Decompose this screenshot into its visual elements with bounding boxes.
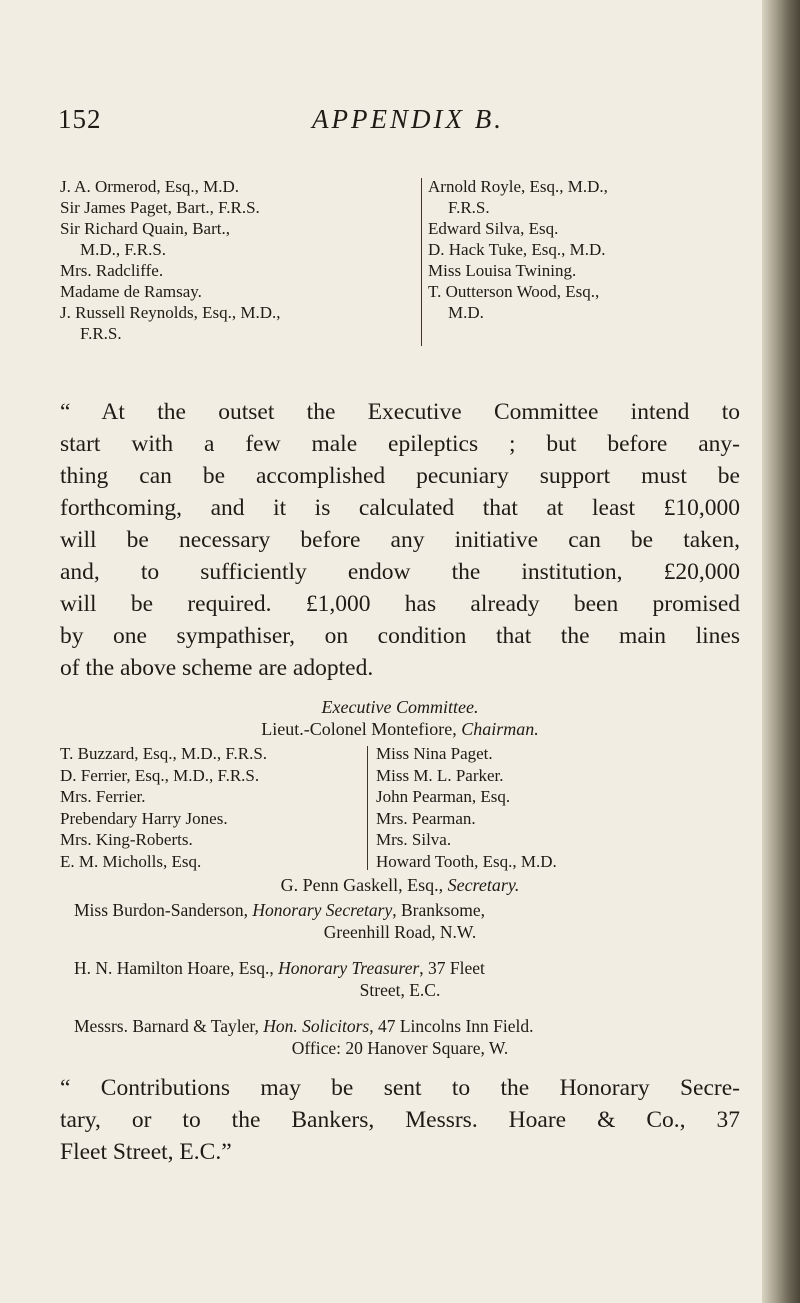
officer-role: Honorary Treasurer [278,958,420,978]
committee-secretary [60,874,740,896]
officer-role: Honorary Secretary [252,900,393,920]
officer-address: , Branksome, [392,900,486,920]
list-item: J. A. Ormerod, Esq., M.D. [60,177,239,196]
list-item: Edward Silva, Esq. [428,219,559,238]
officer-name: Miss Burdon-Sanderson, [74,900,253,920]
paragraph-line: will be necessary before any initiative can be taken, [60,527,740,553]
paragraph-line: will be required. £1,000 has already been promised [60,591,740,617]
list-item: Sir James Paget, Bart., F.R.S. [60,198,260,217]
paragraph-line: tary, or to the Bankers, Messrs. Hoare & Co., 37 [60,1107,740,1133]
committee-left [60,743,360,872]
officer-address: , 47 Lincolns Inn Field. [369,1016,534,1036]
list-item: F.R.S. [80,324,122,343]
column-divider [421,178,422,346]
book-edge-shadow [762,0,800,1303]
committee-member: Miss M. L. Parker. [376,765,504,785]
paragraph-line: start with a few male epileptics ; but before any- [60,431,740,457]
treasurer-entry [60,958,740,1001]
officer-name: Messrs. Barnard & Tayler, [74,1016,264,1036]
top-list-left [60,176,416,344]
list-item: Miss Louisa Twining. [428,261,577,280]
committee-chairman [60,718,740,740]
paragraph-line: by one sympathiser, on condition that the main lines [60,623,740,649]
list-item: D. Hack Tuke, Esq., M.D. [428,240,606,259]
committee-member: Howard Tooth, Esq., M.D. [376,851,557,871]
chairman-role: Chairman. [461,719,539,739]
list-item: Arnold Royle, Esq., M.D., [428,177,608,196]
paragraph-line: of the above scheme are adopted. [60,655,374,681]
page-number: 152 [58,104,102,134]
committee-member: Mrs. King-Roberts. [60,830,193,849]
officer-address-line: Street, E.C. [359,979,441,1000]
quote-paragraph [60,396,740,684]
secretary-name: G. Penn Gaskell, Esq., [280,875,448,895]
officer-address-line: Greenhill Road, N.W. [323,921,477,942]
officer-address-line: Office: 20 Hanover Square, W. [291,1037,509,1058]
running-title: APPENDIX B. [312,104,504,134]
paragraph-line: forthcoming, and it is calculated that at least £10,000 [60,495,740,521]
secretary-role: Secretary. [447,875,520,895]
list-item: Madame de Ramsay. [60,282,202,301]
committee-member: John Pearman, Esq. [376,787,511,806]
committee-member: Mrs. Pearman. [376,808,476,828]
list-item: T. Outterson Wood, Esq., [428,282,600,301]
paragraph-line: “ At the outset the Executive Committee intend to [60,399,740,425]
chairman-name: Lieut.-Colonel Montefiore, [261,719,462,739]
list-item: F.R.S. [448,198,490,217]
hon-secretary-entry [60,900,740,943]
list-item: Mrs. Radcliffe. [60,261,164,280]
committee-member: T. Buzzard, Esq., M.D., F.R.S. [60,744,268,763]
list-item: Sir Richard Quain, Bart., [60,219,230,238]
paragraph-line: “ Contributions may be sent to the Honorary Secre- [60,1075,740,1101]
committee-heading: Executive Committee. [321,697,479,717]
committee-divider [367,746,368,870]
contributions-paragraph [60,1072,740,1168]
officer-name: H. N. Hamilton Hoare, Esq., [74,958,279,978]
paragraph-line: Fleet Street, E.C.” [60,1139,232,1165]
officer-address: , 37 Fleet [419,958,485,978]
solicitors-entry [60,1016,740,1059]
paragraph-line: thing can be accomplished pecuniary support must be [60,463,740,489]
committee-member: Mrs. Silva. [376,830,452,849]
committee-member: E. M. Micholls, Esq. [60,851,202,871]
committee-member: Miss Nina Paget. [376,744,493,763]
committee-right [376,743,746,872]
list-item: M.D., F.R.S. [80,240,167,259]
list-item: M.D. [448,303,484,322]
list-item: J. Russell Reynolds, Esq., M.D., [60,303,281,322]
officer-role: Hon. Solicitors [263,1016,370,1036]
paragraph-line: and, to sufficiently endow the institution, £20,000 [60,559,740,585]
committee-member: D. Ferrier, Esq., M.D., F.R.S. [60,765,260,785]
committee-member: Prebendary Harry Jones. [60,808,228,828]
committee-member: Mrs. Ferrier. [60,787,146,806]
running-head [58,104,758,144]
top-list-right [428,176,738,323]
